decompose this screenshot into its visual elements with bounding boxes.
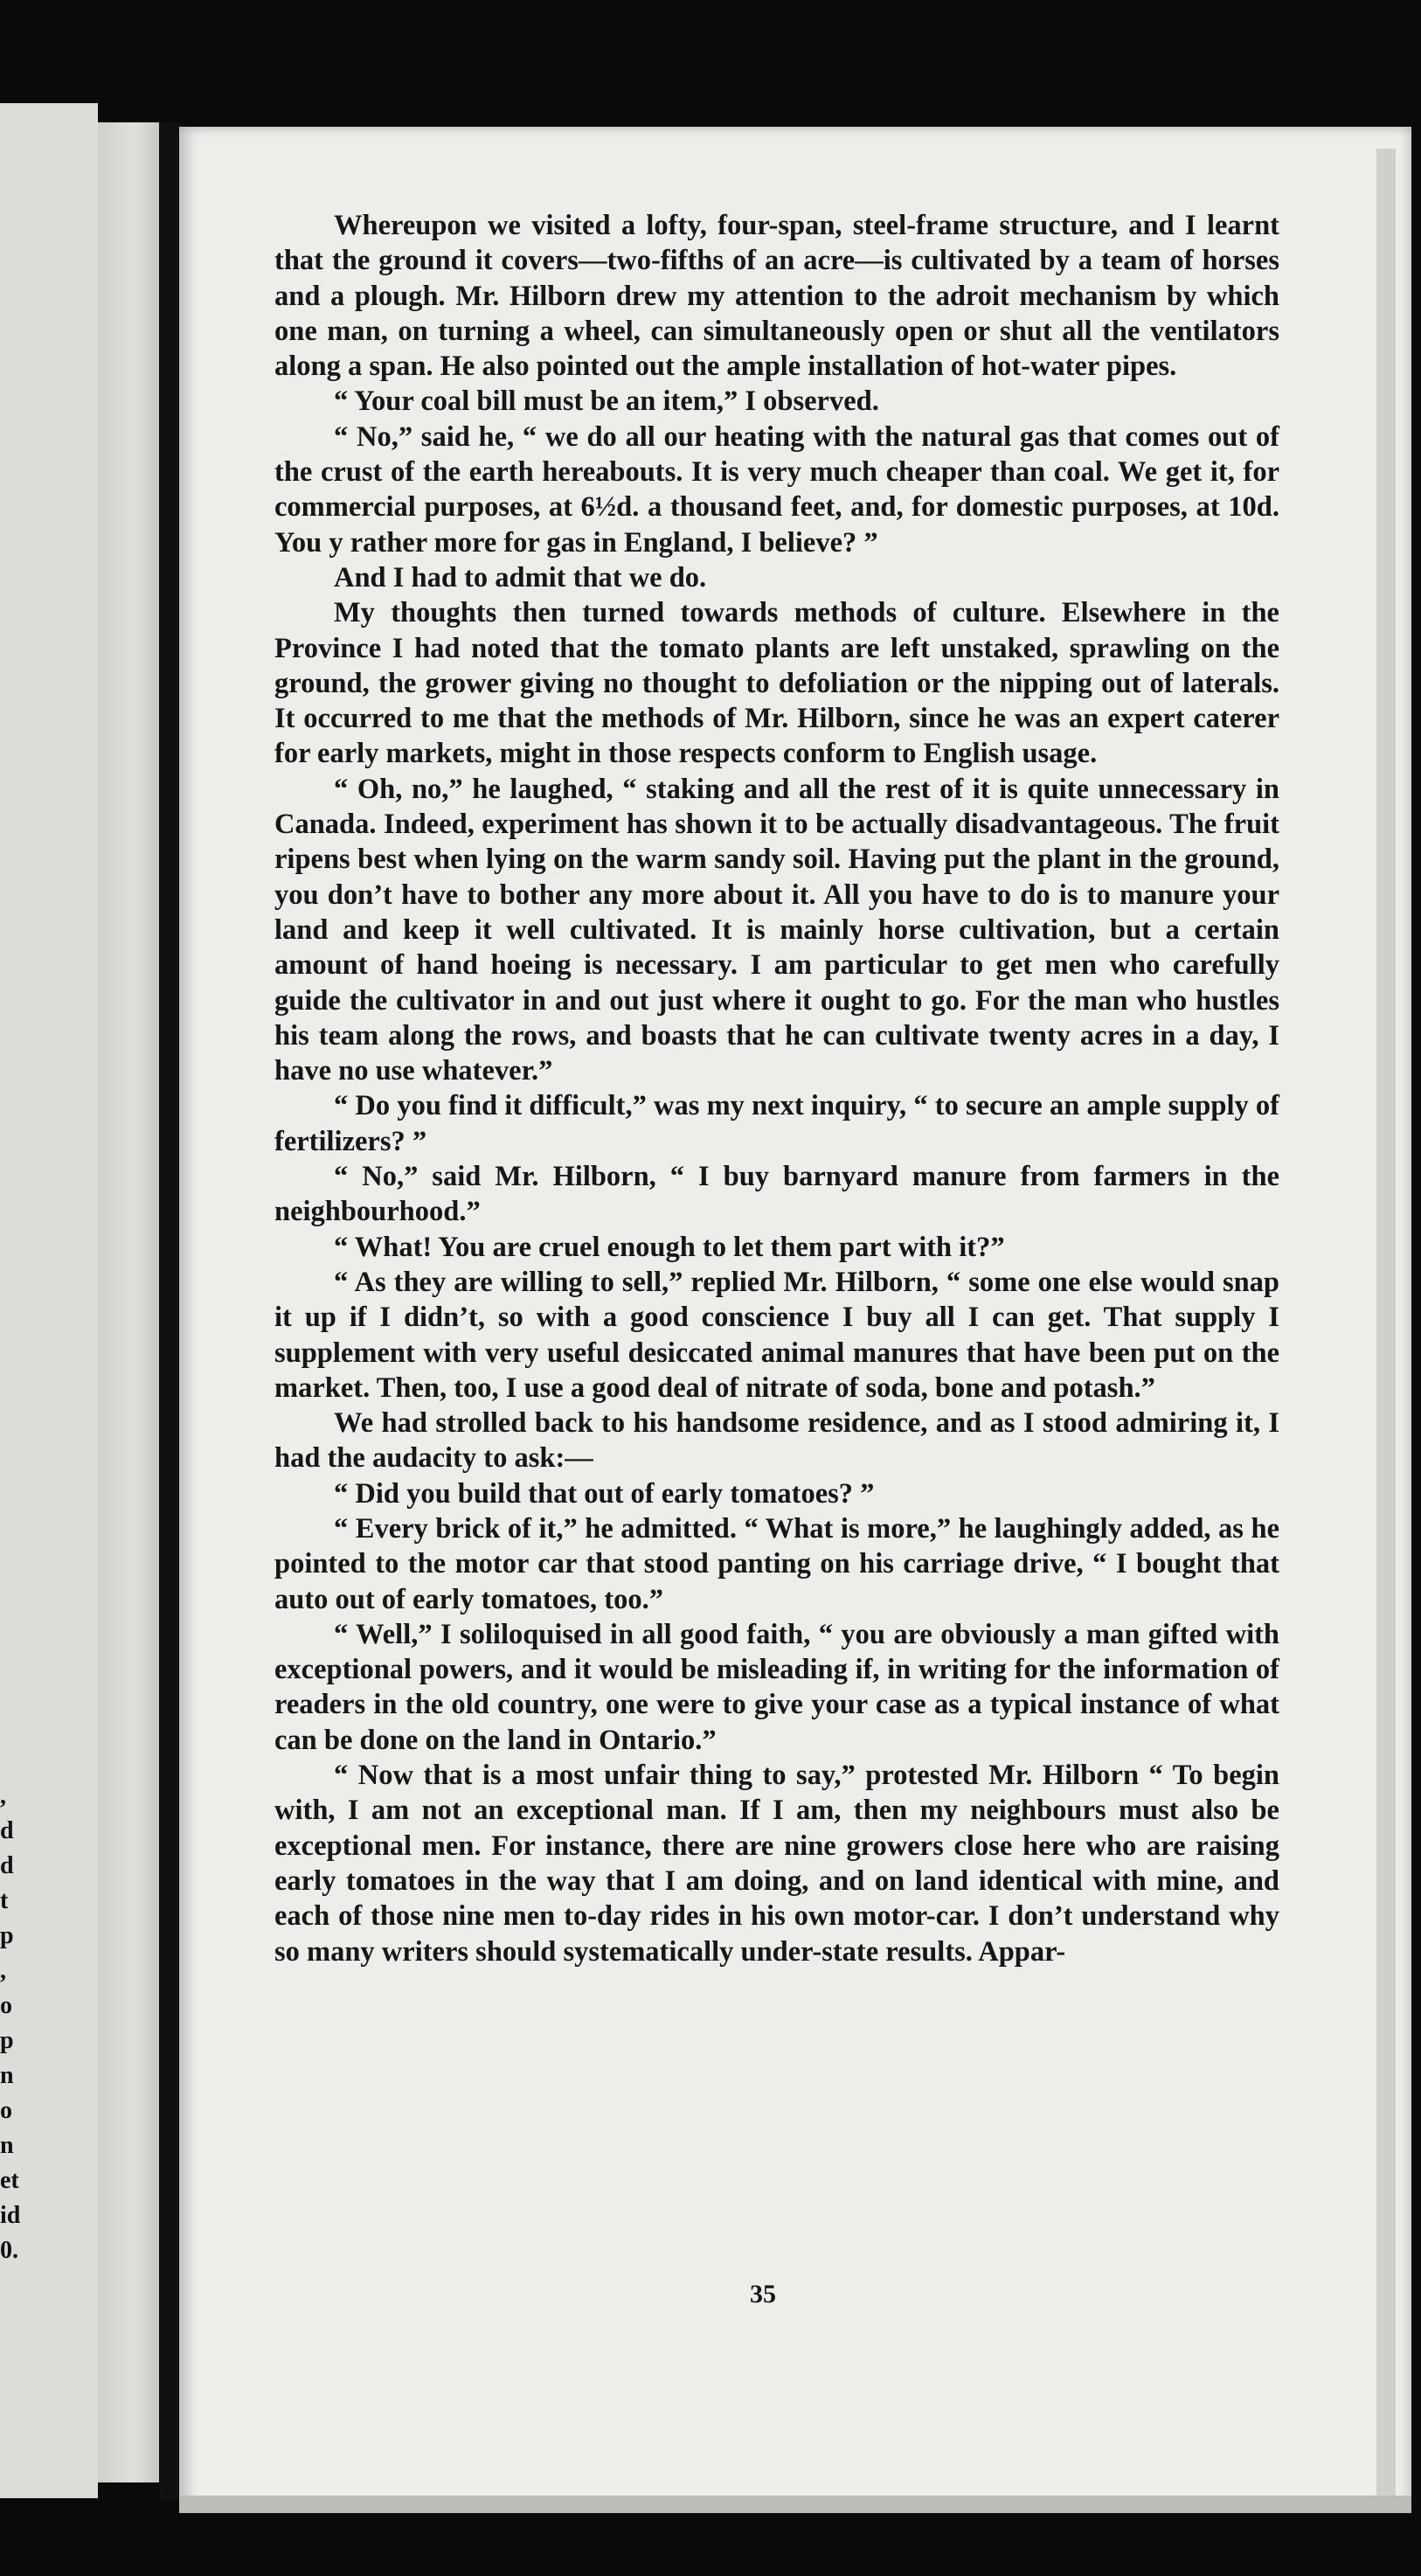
paragraph: “ As they are willing to sell,” replied Mr. Hilborn, “ some one else would snap it up if I didn’t, so with a good conscience I buy all I can get. That supply I supplement with very useful desiccated animal manures that have been put on the market. Then, too, I use a good deal of nitrate of soda, bone and potash.” [274,1266,1279,1404]
left-letter: n [0,2132,14,2159]
paragraph: “ What! You are cruel enough to let them part with it?” [334,1231,1005,1263]
body-text [274,208,1279,1969]
left-letter: p [0,2027,14,2054]
paragraph: My thoughts then turned towards methods of culture. Elsewhere in the Province I had noted that the tomato plants are left unstaked, sprawling on the ground, the grower giving no thought to defoliation or the nipping out of laterals. It occurred to me that the methods of Mr. Hilborn, since he was an expert caterer for early markets, might in those respects conform to English usage. [274,597,1279,770]
paragraph: “ Well,” I soliloquised in all good faith, “ you are obviously a man gifted with exceptional powers, and it would be misleading if, in writing for the information of readers in the old country, one were to give your case as a typical instance of what can be done on the land in Ontario.” [274,1618,1279,1756]
paragraph: “ No,” said Mr. Hilborn, “ I buy barnyard manure from farmers in the neighbourhood.” [274,1161,1279,1228]
paragraph: “ No,” said he, “ we do all our heating with the natural gas that comes out of the crust of the earth hereabouts. It is very much cheaper than coal. We get it, for commercial purposes, at 6½d. a thousand feet, and, for domestic purposes, at 10d. You y rather more for gas in England, I believe? ” [274,420,1279,559]
left-letter: d [0,1852,14,1879]
left-letter: t [0,1887,9,1914]
left-margin-letters [0,1779,19,2268]
paragraph: Whereupon we visited a lofty, four-span, steel-frame structure, and I learnt that the ground it covers—two-fifths of an acre—is cultivated by a team of horses and a plough. Mr. Hilborn drew my attention to the adroit mechanism by which one man, on turning a wheel, can simultaneously open or shut all the ventilators along a span. He also pointed out the ample installation of hot-water pipes. [274,210,1279,383]
left-letter: id [0,2202,21,2229]
page-bottom-edge [179,2496,1411,2513]
paragraph: “ Did you build that out of early tomatoes? ” [334,1477,875,1510]
page-number: 35 [750,2280,776,2309]
paragraph: We had strolled back to his handsome residence, and as I stood admiring it, I had the audacity to ask:— [274,1407,1279,1475]
left-letter: o [0,1992,12,2019]
paragraph: “ Now that is a most unfair thing to say,” protested Mr. Hilborn “ To begin with, I am not an exceptional man. If I am, then my neighbours must also be exceptional men. For instance, there are nine growers close here who are raising early tomatoes in the way that I am doing, and on land identical with mine, and each of those nine men to-day rides in his own motor-car. I don’t understand why so many writers should systematically under-state results. Appar- [274,1760,1279,1968]
paragraph: “ Do you find it difficult,” was my next inquiry, “ to secure an ample supply of fertilizers? ” [274,1090,1279,1157]
page-edge-strip [98,122,159,2482]
paragraph: “ Your coal bill must be an item,” I observed. [334,385,879,418]
left-letter: , [0,1957,6,1984]
paragraph: And I had to admit that we do. [334,561,707,594]
paragraph: “ Every brick of it,” he admitted. “ What is more,” he laughingly added, as he pointed to the motor car that stood panting on his carriage drive, “ I bought that auto out of early tomatoes, too.” [274,1512,1279,1615]
left-letter: n [0,2062,14,2089]
paragraph: “ Oh, no,” he laughed, “ staking and all the rest of it is quite unnecessary in Canada. Indeed, experiment has shown it to be actually disadvantageous. The fruit ripens best when lying on the warm sandy soil. Having put the plant in the ground, you don’t have to bother any more about it. All you have to do is to manure your land and keep it well cultivated. It is mainly horse cultivation, but a certain amount of hand hoeing is necessary. I am particular to get men who carefully guide the cultivator in and out just where it ought to go. For the man who hustles his team along the rows, and boasts that he can cultivate twenty acres in a day, I have no use whatever.” [274,773,1279,1087]
left-letter: d [0,1817,14,1844]
page-right-edge [1376,149,1396,2509]
left-letter: 0. [0,2237,18,2264]
left-letter: p [0,1922,14,1949]
left-letter: , [0,1782,6,1809]
left-letter: et [0,2167,19,2194]
left-letter: o [0,2097,12,2124]
